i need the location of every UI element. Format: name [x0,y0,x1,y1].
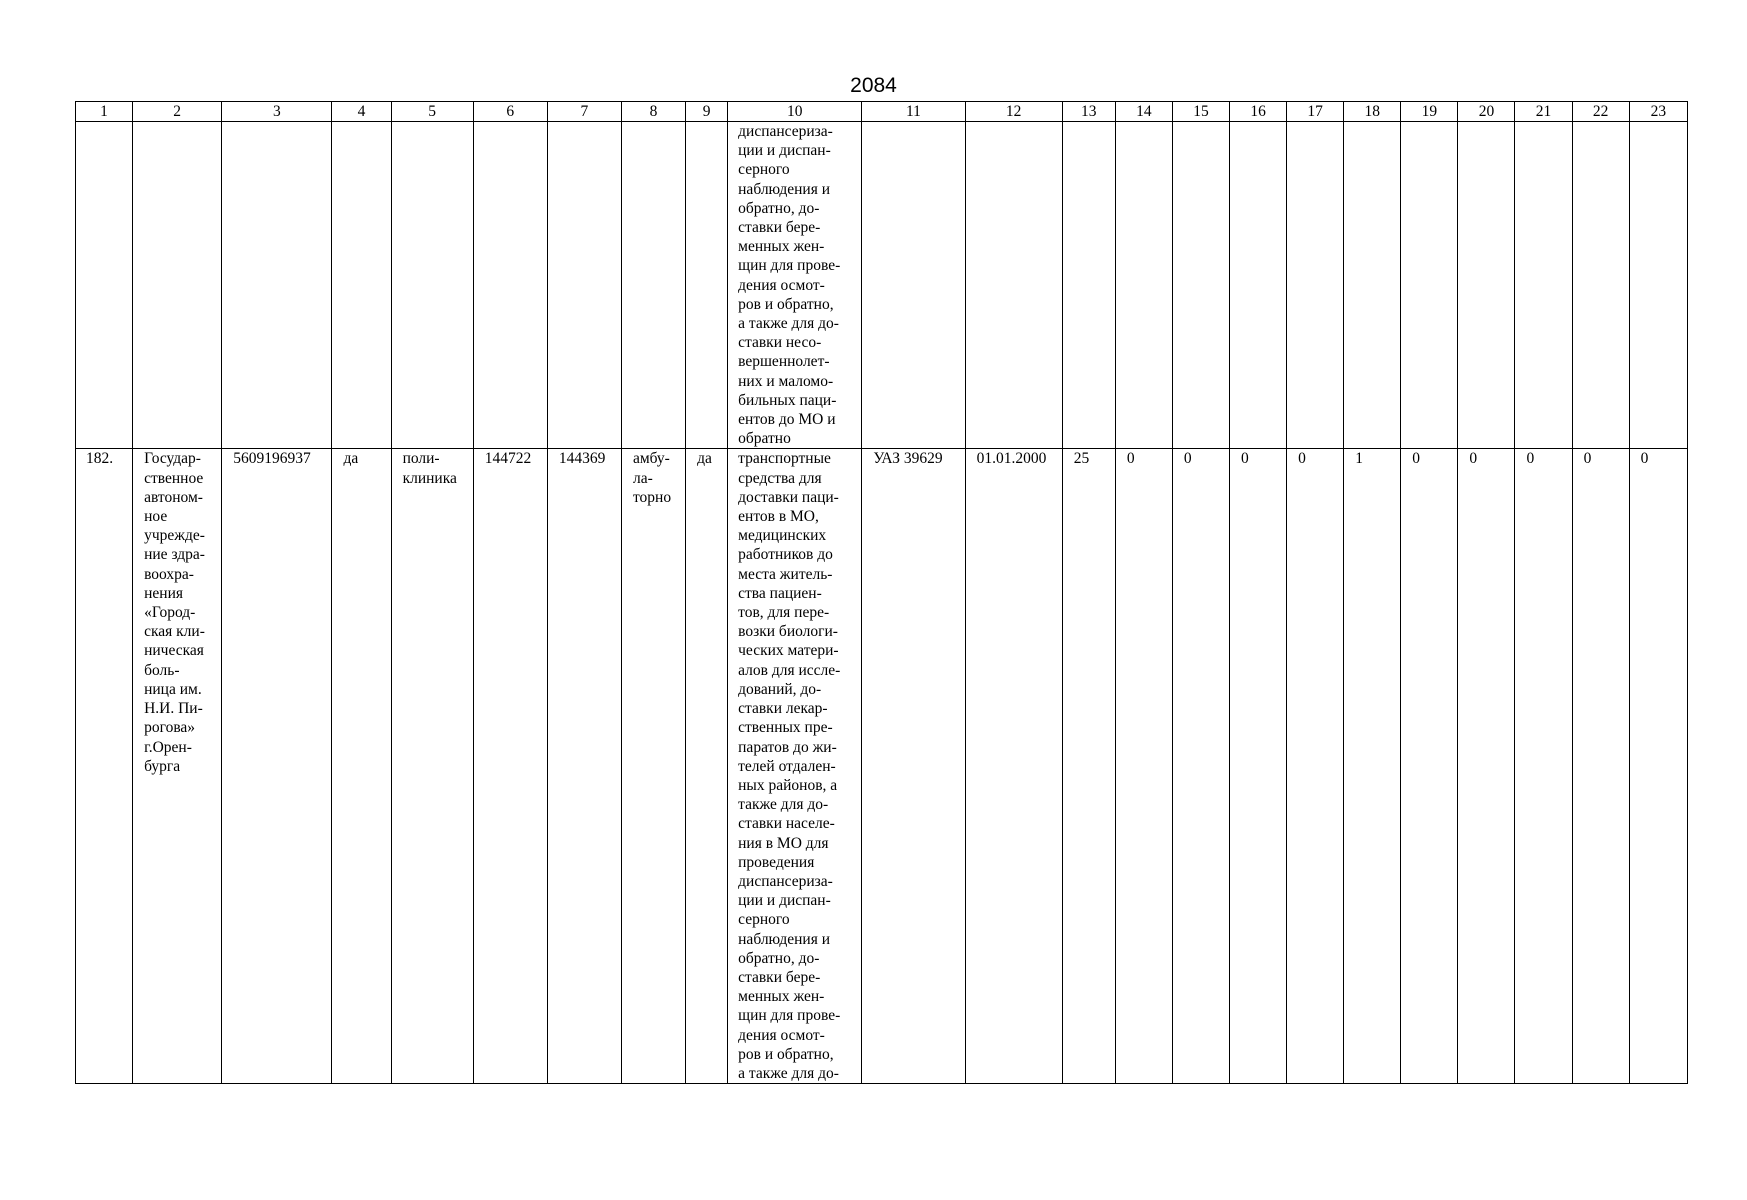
cell-text: 0 [1469,450,1478,468]
cell-text: 0 [1183,450,1192,468]
column-header: 1 [76,102,133,122]
purpose-cell [728,449,862,1084]
cell-text: Государ- ственное автоном- ное учрежде- ние здра- воохра- нения «Город- ская кли- ническая боль- ница им. Н.И. Пи- рогова» г.Орен- бурга [144,450,205,775]
table-cell [1230,449,1287,1084]
table-cell [1344,122,1401,449]
table-cell [728,122,862,449]
column-header: 22 [1572,102,1629,122]
table-cell [621,449,685,1084]
cell-text: да [697,450,712,468]
column-header: 3 [222,102,332,122]
table-cell [1172,122,1229,449]
column-header: 13 [1062,102,1115,122]
column-header: 20 [1458,102,1515,122]
cell-text: 0 [1412,450,1421,468]
table-cell [1458,122,1515,449]
column-header: 10 [728,102,862,122]
table-cell [332,122,391,449]
table-row-continuation [76,122,1688,449]
cell-text: 144722 [484,450,532,468]
table-cell [1515,122,1572,449]
column-header: 18 [1344,102,1401,122]
table-cell [1344,449,1401,1084]
table-cell [391,449,473,1084]
table-row [76,449,1688,1084]
table-cell [1572,122,1629,449]
table-cell [1401,122,1458,449]
table-cell [1287,449,1344,1084]
column-header: 12 [965,102,1062,122]
cell-text: амбу- ла- торно [632,450,672,506]
column-header: 15 [1172,102,1229,122]
table-cell [686,449,728,1084]
cell-text: 0 [1526,450,1535,468]
header-row [76,102,1688,122]
column-header: 16 [1230,102,1287,122]
column-header: 5 [391,102,473,122]
table-cell [1115,122,1172,449]
cell-text: УАЗ 39629 [873,450,943,468]
cell-text: 0 [1241,450,1249,468]
table-cell [1401,449,1458,1084]
table-cell [862,122,965,449]
column-header: 11 [862,102,965,122]
page-number: 2084 [850,74,897,97]
table-cell [1230,122,1287,449]
table-cell [473,122,547,449]
column-header: 14 [1115,102,1172,122]
cell-text: диспансериза- ции и диспан- серного наблюдения и обратно, до- ставки бере- менных жен- щин для прове- дения осмот- ров и обратно, а также для до- ставки несо- вершеннолет- них и маломо- бильных паци- ентов до МО и обратно [738,123,841,448]
date-cell [965,449,1062,1084]
cell-text: 144369 [558,450,606,468]
table-cell [473,449,547,1084]
table-cell [1629,449,1687,1084]
cell-text: 5609196937 [233,450,311,468]
column-header: 8 [621,102,685,122]
row-number-cell [76,449,133,1084]
cell-text: поли- клиника [402,450,457,487]
column-header: 17 [1287,102,1344,122]
cell-text: 182. [86,450,114,468]
cell-text: транспортные средства для доставки паци- ентов в МО, медицинских работников до места житель- ства пациен- тов, для пере- возки биологи- ческих матери- алов для иссле- дований, до- ставки лекар- ственных пре- паратов до жи- телей отдален- ных районов, а также для до- ставки населе- ния в МО для проведения диспансериза- ции и диспан- серного наблюдения и обратно, до- ставки бере- менных жен- щин для прове- дения осмот- ров и обратно, а также для до- [738,450,841,1082]
table-cell [222,122,332,449]
cell-text: 0 [1583,450,1592,468]
table-cell [1062,122,1115,449]
table-cell [621,122,685,449]
cell-text: 1 [1355,450,1363,468]
table-cell [1572,449,1629,1084]
vehicle-model-cell [862,449,965,1084]
table-cell [547,122,621,449]
column-header: 19 [1401,102,1458,122]
column-header: 9 [686,102,728,122]
table-cell [1172,449,1229,1084]
cell-text: 0 [1298,450,1306,468]
table-cell [1458,449,1515,1084]
table-cell [76,122,133,449]
column-header: 4 [332,102,391,122]
table-cell [133,122,222,449]
table-cell [1629,122,1687,449]
column-header: 2 [133,102,222,122]
column-header: 7 [547,102,621,122]
column-header: 6 [473,102,547,122]
cell-text: 0 [1640,450,1649,468]
cell-text: 01.01.2000 [976,450,1047,468]
table-cell [1287,122,1344,449]
table-cell [332,449,391,1084]
column-header: 23 [1629,102,1687,122]
cell-text: 0 [1126,450,1135,468]
cell-text: 25 [1073,450,1090,468]
table-cell [1115,449,1172,1084]
table-cell [1515,449,1572,1084]
table-cell [547,449,621,1084]
table-cell [965,122,1062,449]
organization-cell [133,449,222,1084]
table-cell [686,122,728,449]
table-cell [391,122,473,449]
inn-cell [222,449,332,1084]
column-header: 21 [1515,102,1572,122]
table-cell [1062,449,1115,1084]
data-table [75,101,1688,1084]
cell-text: да [343,450,359,468]
